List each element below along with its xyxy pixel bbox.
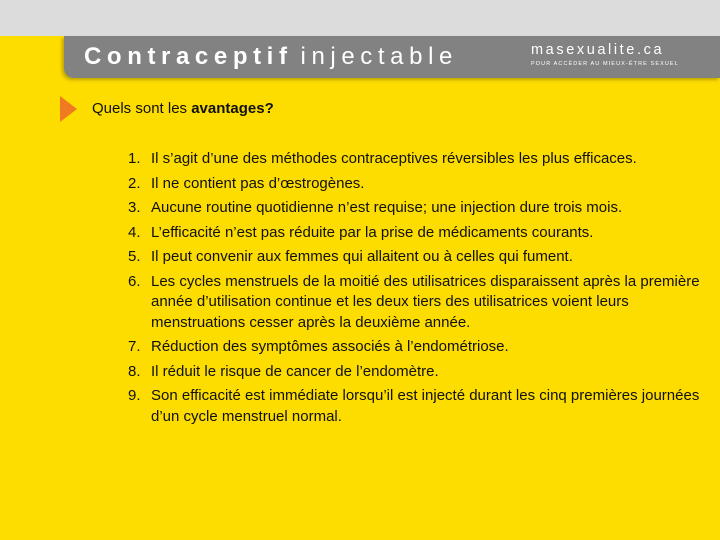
item-text: Aucune routine quotidienne n’est requise; une injection dure trois mois. bbox=[151, 199, 623, 216]
item-number: 9. bbox=[128, 387, 141, 404]
item-text: Réduction des symptômes associés à l’endométriose. bbox=[151, 338, 509, 355]
item-text: Il ne contient pas d’œstrogènes. bbox=[151, 174, 365, 192]
slide-title bbox=[84, 42, 458, 72]
list-item bbox=[128, 174, 703, 195]
item-number: 1. bbox=[128, 150, 141, 167]
heading-emphasis: avantages? bbox=[191, 100, 274, 117]
item-number: 2. bbox=[128, 174, 141, 192]
item-text: Son efficacité est immédiate lorsqu’il est injecté durant les cinq premières journées d’un cycle menstruel normal. bbox=[151, 387, 700, 425]
list-item bbox=[128, 198, 703, 219]
item-number: 8. bbox=[128, 362, 141, 380]
section-heading bbox=[92, 100, 274, 118]
list-item bbox=[128, 223, 703, 244]
item-text: L’efficacité n’est pas réduite par la prise de médicaments courants. bbox=[151, 223, 594, 241]
item-number: 3. bbox=[128, 199, 141, 216]
arrow-bullet-icon bbox=[60, 96, 77, 122]
item-text: Les cycles menstruels de la moitié des utilisatrices disparaissent après la première année d’utilisation continue et les deux tiers des utilisatrices voient leurs menstruations cesser après la deuxième année. bbox=[151, 272, 700, 331]
top-strip bbox=[0, 0, 720, 36]
title-bold: Contraceptif bbox=[84, 43, 293, 70]
item-text: Il réduit le risque de cancer de l’endomètre. bbox=[151, 362, 439, 380]
heading-prefix: Quels sont les bbox=[92, 100, 192, 117]
item-number: 4. bbox=[128, 223, 141, 241]
title-light: injectable bbox=[300, 43, 458, 70]
item-text: Il s’agit d’une des méthodes contraceptives réversibles les plus efficaces. bbox=[151, 150, 637, 167]
brand-logo bbox=[531, 41, 691, 68]
list-item bbox=[128, 337, 703, 358]
item-number: 7. bbox=[128, 338, 141, 355]
item-number: 6. bbox=[128, 272, 141, 290]
list-item bbox=[128, 362, 703, 383]
list-item bbox=[128, 386, 703, 427]
benefits-list bbox=[128, 149, 703, 427]
list-item bbox=[128, 149, 703, 170]
item-text: Il peut convenir aux femmes qui allaitent ou à celles qui fument. bbox=[151, 248, 573, 265]
brand-tagline: POUR ACCÉDER AU MIEUX-ÊTRE SEXUEL bbox=[531, 61, 679, 67]
list-item bbox=[128, 272, 703, 334]
brand-name: masexualite.ca bbox=[531, 42, 665, 58]
list-item bbox=[128, 247, 703, 268]
item-number: 5. bbox=[128, 248, 141, 265]
